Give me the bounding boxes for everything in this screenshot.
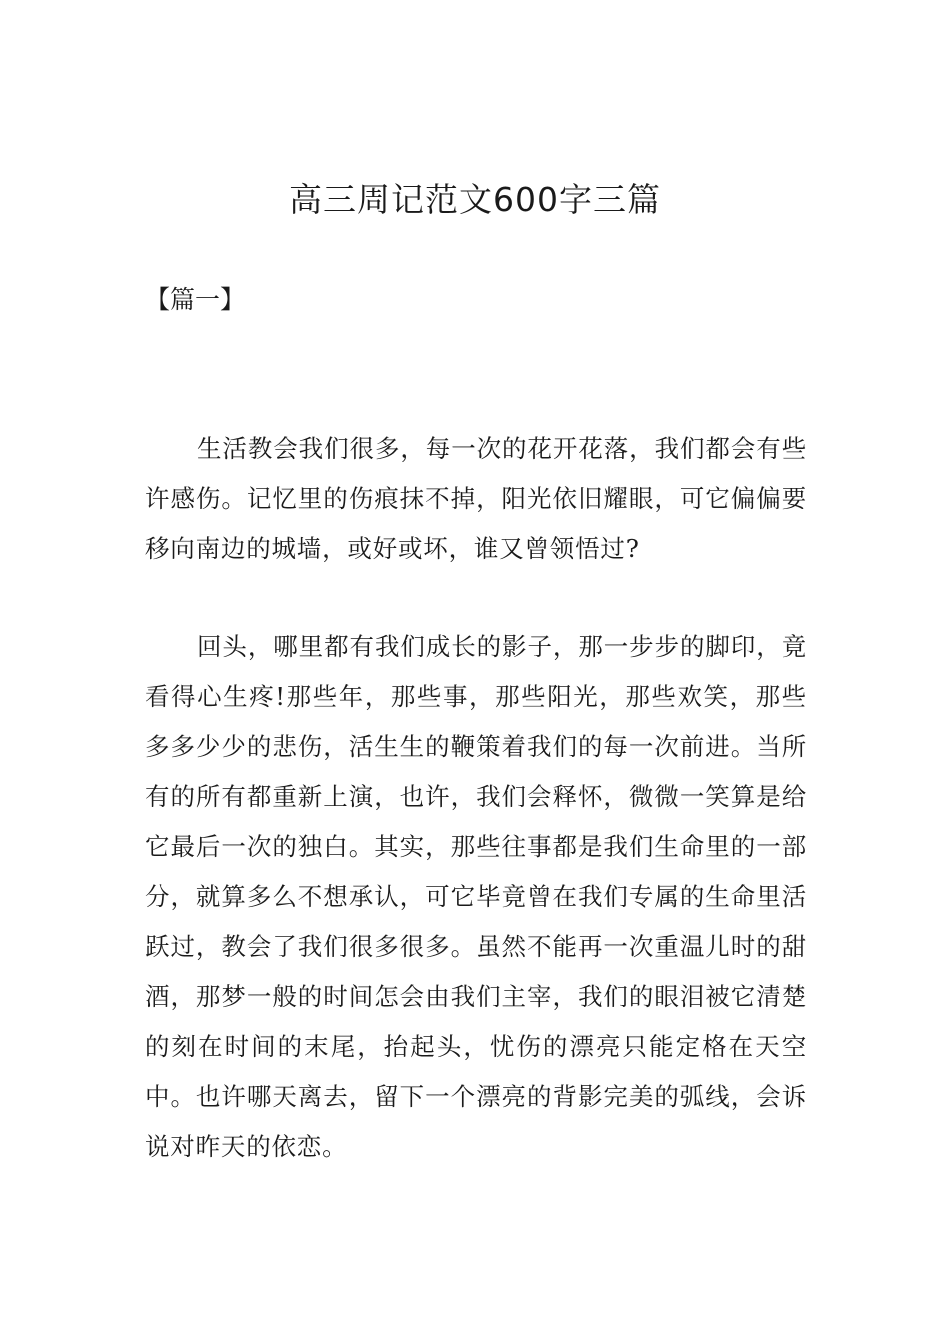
paragraph-1: 生活教会我们很多，每一次的花开花落，我们都会有些许感伤。记忆里的伤痕抹不掉，阳光依旧耀眼，可它偏偏要移向南边的城墙，或好或坏，谁又曾领悟过? [145, 434, 807, 563]
section-label: 【篇一】 [145, 285, 246, 314]
paragraph-2: 回头，哪里都有我们成长的影子，那一步步的脚印，竟看得心生疼!那些年，那些事，那些阳光，那些欢笑，那些多多少少的悲伤，活生生的鞭策着我们的每一次前进。当所有的所有都重新上演，也许，我们会释怀，微微一笑算是给它最后一次的独白。其实，那些往事都是我们生命里的一部分，就算多么不想承认，可它毕竟曾在我们专属的生命里活跃过，教会了我们很多很多。虽然不能再一次重温儿时的甜酒，那梦一般的时间怎会由我们主宰，我们的眼泪被它清楚的刻在时间的末尾，抬起头，忧伤的漂亮只能定格在天空中。也许哪天离去，留下一个漂亮的背影完美的弧线，会诉说对昨天的依恋。 [145, 632, 807, 1161]
document-title: 高三周记范文600字三篇 [289, 180, 661, 219]
